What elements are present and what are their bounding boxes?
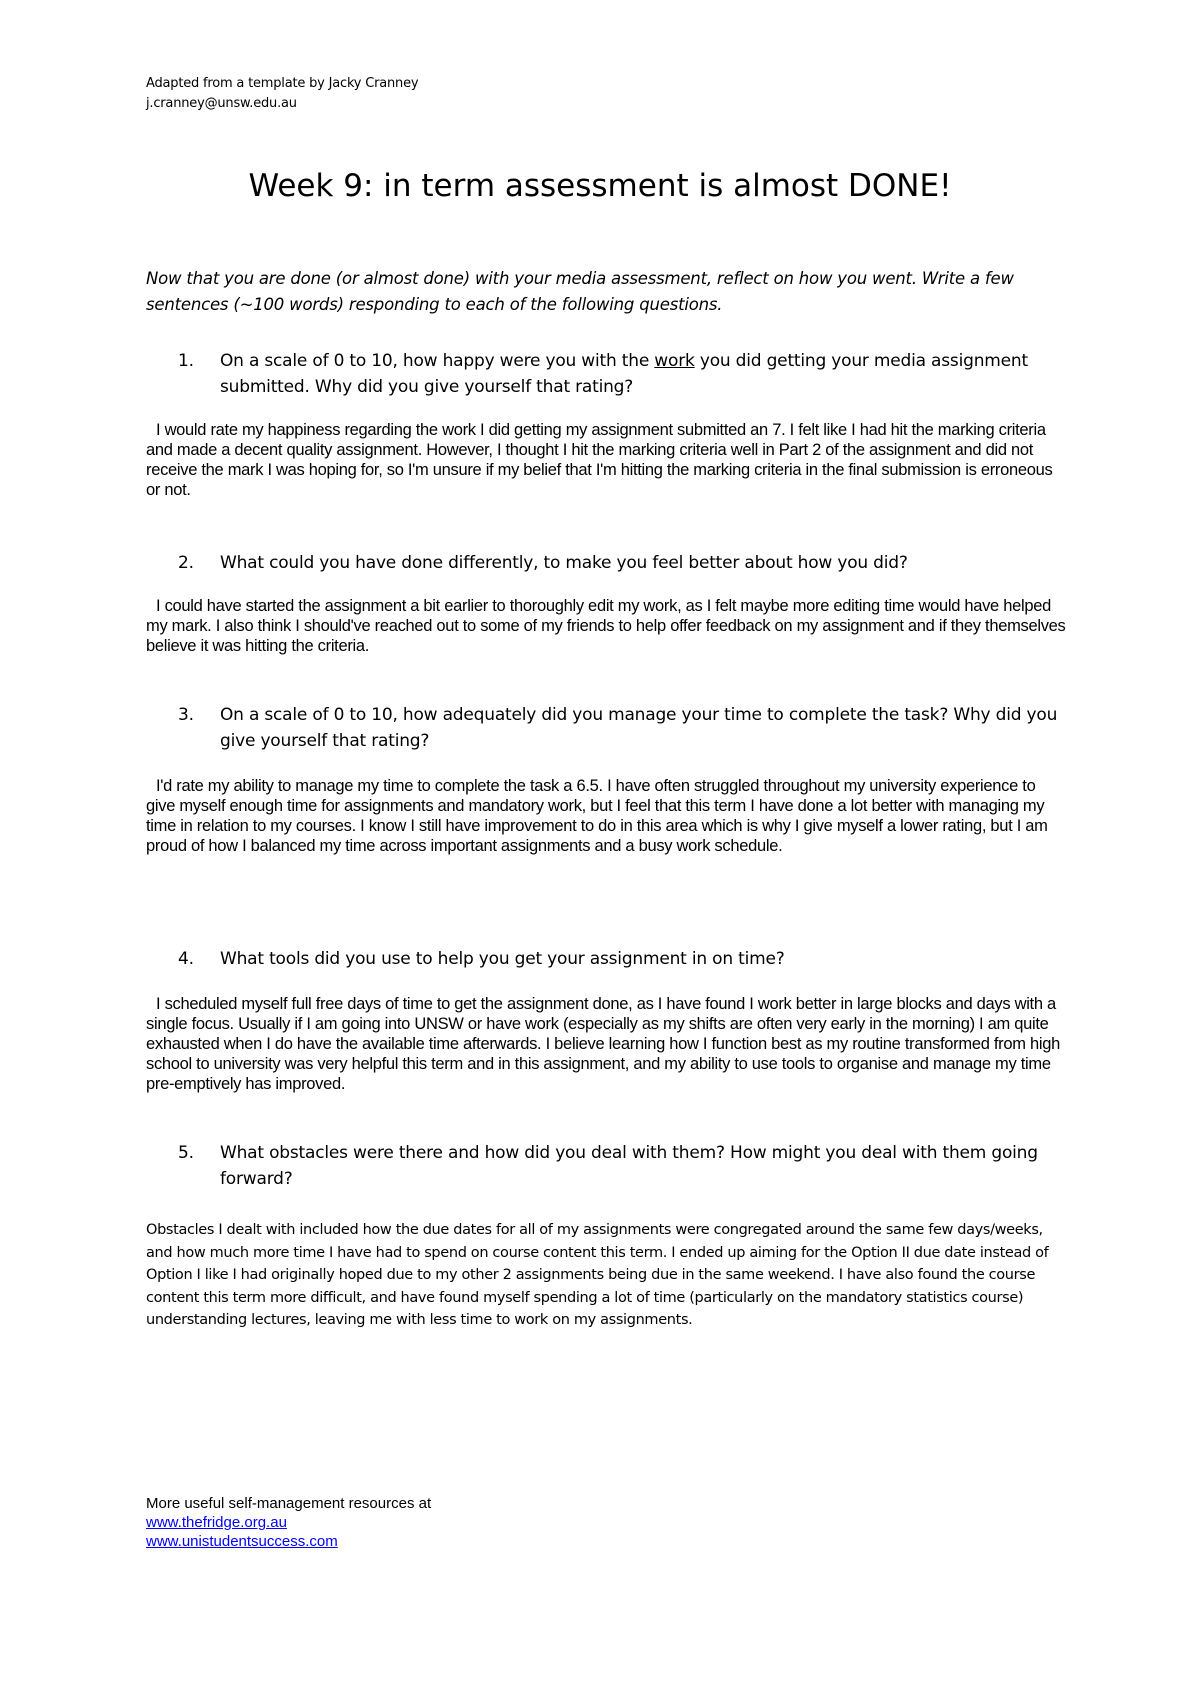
question-4	[178, 946, 1068, 972]
answer-3: I'd rate my ability to manage my time to complete the task a 6.5. I have often struggled throughout my university experience to give myself enough time for assignments and mandatory work, but I feel that this term I have done a lot better with managing my time in relation to my courses. I know I still have improvement to do in this area which is why I give myself a lower rating, but I am proud of how I balanced my time across important assignments and a busy work schedule.	[146, 777, 1048, 855]
answer-5: Obstacles I dealt with included how the due dates for all of my assignments were congregated around the same few days/weeks, and how much more time I have had to spend on course content this term. I ended up aiming for the Option II due date instead of Option I like I had originally hoped due to my other 2 assignments being due in the same weekend. I have also found the course content this term more difficult, and have found myself spending a lot of time (particularly on the mandatory statistics course) understanding lectures, leaving me with less time to work on my assignments.	[146, 1222, 1049, 1328]
link-unistudentsuccess[interactable]: www.unistudentsuccess.com	[146, 1533, 338, 1550]
question-number: 1.	[178, 351, 194, 371]
resources-footer	[146, 1494, 431, 1551]
question-text-part: On a scale of 0 to 10, how happy were you with the	[220, 351, 655, 371]
question-text: What tools did you use to help you get your assignment in on time?	[220, 949, 785, 969]
question-text	[220, 348, 1068, 400]
question-3	[178, 702, 1068, 754]
answer-1: I would rate my happiness regarding the work I did getting my assignment submitted an 7. I felt like I had hit the marking criteria and made a decent quality assignment. However, I thought I hit the marking criteria well in Part 2 of the assignment and did not receive the mark I was hoping for, so I'm unsure if my belief that I'm hitting the marking criteria in the final submission is erroneous or not.	[146, 421, 1053, 499]
question-1	[178, 348, 1068, 400]
question-text-part: you did getting your media assignment submitted. Why did you give yourself that rating?	[220, 351, 1028, 397]
question-2	[178, 550, 1068, 576]
question-number: 5.	[178, 1143, 194, 1163]
question-text: On a scale of 0 to 10, how adequately did you manage your time to complete the task? Why did you give yourself that rating?	[220, 705, 1058, 751]
footer-text: More useful self-management resources at	[146, 1495, 432, 1512]
answer-2: I could have started the assignment a bit earlier to thoroughly edit my work, as I felt maybe more editing time would have helped my mark. I also think I should've reached out to some of my friends to help offer feedback on my assignment and if they themselves believe it was hitting the criteria.	[146, 597, 1066, 655]
question-text: What obstacles were there and how did you deal with them? How might you deal with them going forward?	[220, 1143, 1038, 1189]
attribution-header	[146, 74, 418, 114]
answer-4: I scheduled myself full free days of time to get the assignment done, as I have found I work better in large blocks and days with a single focus. Usually if I am going into UNSW or have work (especially as my shifts are often very early in the morning) I am quite exhausted when I do have the available time afterwards. I believe learning how I function best as my routine transformed from high school to university was very helpful this term and in this assignment, and my ability to use tools to organise and manage my time pre-emptively has improved.	[146, 995, 1060, 1093]
attribution-email: j.cranney@unsw.edu.au	[146, 96, 297, 111]
link-thefridge[interactable]: www.thefridge.org.au	[146, 1514, 287, 1531]
question-number: 4.	[178, 949, 194, 969]
question-5	[178, 1140, 1068, 1192]
attribution-line: Adapted from a template by Jacky Cranney	[146, 76, 419, 91]
question-number: 2.	[178, 553, 194, 573]
instructions-intro: Now that you are done (or almost done) with your media assessment, reflect on how you went. Write a few sentences (~100 words) responding to each of the following questions.	[146, 269, 1014, 314]
question-text: What could you have done differently, to make you feel better about how you did?	[220, 553, 908, 573]
page-title: Week 9: in term assessment is almost DONE!	[248, 168, 952, 204]
question-emphasis: work	[654, 351, 695, 371]
question-number: 3.	[178, 705, 194, 725]
